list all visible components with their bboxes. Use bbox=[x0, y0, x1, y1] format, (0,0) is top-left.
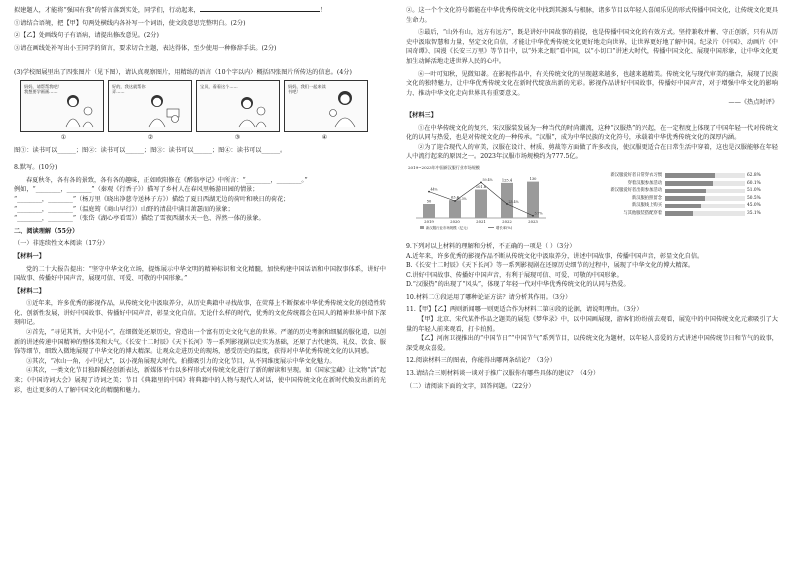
hbar-value: 45.0% bbox=[747, 203, 761, 209]
bar-value-label: 130 bbox=[529, 177, 537, 182]
material-2-title: 【材料二】 bbox=[14, 287, 45, 295]
question-8-line: 春夏秋冬，各有各的景致，各有各的趣味，正如欧阳修在《醉翁亭记》中所言：“________，________。” bbox=[26, 176, 308, 184]
legend-label: 新汉服行业市场规模（亿元） bbox=[426, 225, 471, 230]
material-2-para: ③其次，“冰山一角，小中见大”，以小视角展现大时代。拍摄吸引力的文化节目，从不同维度展示中华文化魅力。 bbox=[26, 357, 336, 365]
hbar-fill bbox=[665, 204, 701, 209]
growth-value-label: 28.3% bbox=[456, 196, 467, 201]
question-10: 10.材料二①段运用了哪种论证方法？请分析其作用。（3分） bbox=[406, 293, 572, 301]
option-a[interactable]: A.近年来，许多优秀的影视作品不断从传统文化中汲取养分，讲述中国故事，传播中国声音，彰显文化自信。 bbox=[406, 252, 704, 260]
panel-numbers: ① ② ③ ④ bbox=[60, 133, 328, 141]
question-iii: ③请在画线处补写出小王同学的留言，要求切合主题，表达得体，至少使用一种修辞手法。(2分) bbox=[14, 44, 277, 52]
material-2-para: ④其次，一类文化节目独辟蹊径创新表达，新媒体平台以多样形式对传统文化进行了新的解读和呈现。如《国家宝藏》让文物“活”起来；《中国诗词大会》展现了诗词之美；节目《典籍里的中国》将典籍中的人物与现代人对话，使中国传统文化在新时代焕发出新的光彩，也让更多的人了解中国文化的精髓和魅力。 bbox=[14, 367, 386, 394]
comic-strip bbox=[20, 80, 368, 132]
question-8-line: “________，________”（杨万里《晓出净慈寺送林子方》）描绘了夏日西湖无边的荷叶和映日的荷花； bbox=[14, 195, 290, 203]
material-2-para: ⑤最后，“山外有山，远方有远方”，既是讲好中国故事的前提，也是传播中国文化的有效方式。坚持兼收并蓄、守正创新，只有从历史中汲取智慧和力量，坚定文化自信，才能让中华优秀传统文化更好地走向世界，让世界更好地了解中国。纪录片《中国》、动画片《中国奇谭》、国漫《长安三万里》等节目中，以“外来之眼”看中国，以“小切口”讲述大时代，传播中国文化、展现中国形象，让中华文化更加生动鲜活地走进世界人民的心中。 bbox=[406, 29, 778, 65]
hbar-row bbox=[564, 210, 774, 218]
option-d[interactable]: D.“汉服热”的出现了“风头”，体现了年轻一代对中华优秀传统文化的认同与热爱。 bbox=[406, 281, 630, 289]
subsection-title: （一）非连续性文本阅读（17分） bbox=[14, 240, 109, 248]
behavior-hbar-chart bbox=[564, 164, 774, 240]
news-jia: 【甲】北京、宋代某件作品之题美的展览《梦华录》中，以中国画展现，游客们纷纷前去观看，展览中的中国传统文化元素吸引了大量的年轻人前来观看，打卡拍照。 bbox=[406, 316, 778, 333]
intro-line: 拟建题人，才能将“强国有我”的誓言落到实处，同学们，行动起来， ！ bbox=[14, 7, 326, 14]
bar bbox=[423, 204, 435, 218]
hbar-fill bbox=[665, 181, 713, 186]
question-8-line: 例如，“________，________”（秦观《行香子》）描写了乡村人在春风里畅游田园的情景； bbox=[14, 186, 259, 194]
bar bbox=[449, 200, 461, 218]
mother-child-icon bbox=[145, 91, 185, 129]
question-11: 11.【甲】【乙】两则新闻哪一则更适合作为材料二第④段的论据，请说明理由。（3分） bbox=[406, 306, 643, 314]
hbar-label: 与其他服装搭配穿着 bbox=[623, 210, 662, 216]
chart-area bbox=[406, 164, 778, 240]
hbar-fill bbox=[665, 211, 693, 216]
mother-child-icon bbox=[233, 91, 273, 129]
x-tick-label: 2023 bbox=[528, 218, 538, 224]
right-column bbox=[406, 6, 778, 391]
section-title: 二、阅读理解（55分） bbox=[14, 227, 79, 235]
comic-panel-2: 好的，我这就帮你弄…… bbox=[108, 80, 192, 132]
material-1-text: 党的二十大报告提出：“坚守中华文化立场，提炼展示中华文明的精神标识和文化精髓，加快构建中国话语和中国叙事体系，讲好中国故事、传播好中国声音，展现可信、可爱、可敬的中国形象。” bbox=[14, 265, 386, 283]
bar-value-label: 101.6 bbox=[475, 184, 487, 189]
fill-answer-line[interactable]: 图①：读书可以______；图②：读书可以______；图③：读书可以______；图④：读书可以______。 bbox=[14, 146, 287, 154]
hbar-fill bbox=[665, 196, 705, 201]
hbar-value: 60.1% bbox=[747, 180, 761, 186]
mother-child-icon bbox=[325, 89, 361, 129]
mother-child-icon bbox=[63, 91, 97, 129]
hbar-track bbox=[665, 189, 745, 194]
growth-value-label: 3.7% bbox=[534, 211, 543, 216]
legend-swatch bbox=[420, 226, 424, 229]
hbar-value: 51.0% bbox=[747, 188, 761, 194]
hbar-track bbox=[665, 173, 745, 178]
question-8-line: “________，________”（温庭筠《商山早行》）山野的清晨中满目萧瑟而的景象； bbox=[14, 205, 234, 213]
news-yi: 【乙】河南卫视推出的“中国节日”“中国节气”系列节目，以传统文化为题材，以年轻人喜爱的方式讲述中国传统节日和节气的故事，深受观众喜爱。 bbox=[406, 335, 778, 352]
material-3-title: 【材料三】 bbox=[406, 111, 437, 119]
chart-title: 2019~2023年中国新汉服行业市场规模 bbox=[408, 164, 480, 170]
question-i: ①请结合语境，把【甲】句两处横线内各补写一个词语，使文段意思完整明白。(2分) bbox=[14, 19, 246, 27]
growth-value-label: 23.4% bbox=[508, 199, 519, 204]
material-3-para: ①在中华传统文化的复兴、宋汉服装发展为一种当代的时尚潮流，这种“汉服热”的兴起，在一定程度上体现了中国年轻一代对传统文化的认同与热爱，也是对传统文化的一种传承。“汉服”，成为中华民族的文化符号，承载着中华优秀传统文化的深厚内涵。 bbox=[406, 124, 778, 142]
hbar-track bbox=[665, 211, 745, 216]
x-tick-label: 2020 bbox=[450, 218, 460, 224]
question-13: 13.请结合三则材料谈一谈对于推广汉服你有哪些具体的建议？（4分） bbox=[406, 370, 600, 378]
x-tick-label: 2022 bbox=[502, 218, 512, 224]
hbar-value: 50.5% bbox=[747, 195, 761, 201]
bar-value-label: 125.4 bbox=[501, 178, 513, 183]
legend-label: 增长率(%) bbox=[496, 225, 513, 230]
growth-value-label: 59.4% bbox=[482, 178, 493, 183]
hbar-fill bbox=[665, 189, 706, 194]
material-3-para: ②为了迎合现代人的审美，汉服在设计、材质、剪裁等方面做了许多改良，使汉服更适合在日常生活中穿着，这也是汉服能够在年轻人中流行起来的原因之一。2023年汉服市场规模约为777.5亿。 bbox=[406, 143, 778, 161]
option-b[interactable]: B.《长安十二时辰》《天下长河》等一系列影视剧在还原历史细节的过程中，展现了中华文化的博大精深。 bbox=[406, 262, 695, 270]
hbar-label: 穿着汉服参加活动 bbox=[627, 180, 662, 186]
bar bbox=[475, 189, 487, 217]
comic-panel-4: 妈妈，我们一起来读书吧！ bbox=[284, 80, 368, 132]
left-column bbox=[14, 6, 386, 395]
question-ii: ②【乙】处画线句子有语病，请提出修改意见。(2分) bbox=[14, 32, 159, 40]
x-tick-label: 2021 bbox=[476, 218, 486, 224]
hbar-value: 62.8% bbox=[747, 172, 761, 178]
hbar-track bbox=[665, 204, 745, 209]
comic-panel-1: 妈妈，请帮帮我吧！我想要学画画…… bbox=[20, 80, 104, 132]
material-2-para: ②首先，“寻见其旨，大中见小”，在细微处还原历史，营造出一个富有历史文化气息的世界。严谨的历史考据和细腻的服化道，以创新的讲述传递中国精神的整体美和大气。《长安十二时辰》《天下长河》等一系列影视剧以史实为基础，还原了古代建筑、礼仪、饮食、服饰等细节，细致入微地展现了中华文化的博大精深。让观众走进历史的现场，感受历史的温度，获得对中华优秀传统文化的认同感。 bbox=[14, 329, 386, 356]
hbar-fill bbox=[665, 173, 715, 178]
question-9: 9.下列对以上材料的理解和分析，不正确的一项是（ ）（3分） bbox=[406, 242, 576, 250]
x-tick-label: 2019 bbox=[424, 218, 434, 224]
hbar-label: 新汉服拍照留念 bbox=[631, 195, 662, 201]
subsection-title: （二）请阅读下面的文字，回答问题。（22分） bbox=[406, 382, 535, 390]
option-c[interactable]: C.讲好中国故事、传播好中国声音，有利于展现可信、可爱、可敬的中国形象。 bbox=[406, 271, 623, 279]
material-2-para: ①近年来，许多优秀的影视作品，从传统文化中汲取养分，从历史典籍中寻找故事，在荧幕上不断探索中华优秀传统文化的创造性转化、创新性发展，讲好中国故事、传播好中国声音，彰显文化自信。无论什么样的时代，优秀的文化传统都会在国人的精神世界中留下深刻印记。 bbox=[14, 300, 386, 327]
source-attribution: ——《热点时评》 bbox=[728, 99, 778, 107]
hbar-track bbox=[665, 181, 745, 186]
market-size-bar-chart bbox=[406, 164, 556, 232]
comic-panel-3: 宝贝，看看这个…… bbox=[196, 80, 280, 132]
material-2-para: ⑥一叶可知秋，见微知著。在影视作品中，有关传统文化的呈现越来越多，也越来越精美。传统文化与现代审美的融合，展现了民族文化的独特魅力，让中华优秀传统文化在新时代绽放出新的光彩。影视作品讲好中国故事，传播好中国声音，对于增强中华文化的影响力、推动中华文化走向世界具有重要意义。 bbox=[406, 70, 778, 97]
hbar-label: 新汉服爱好者日常穿衣习惯 bbox=[610, 172, 662, 178]
hbar-track bbox=[665, 196, 745, 201]
question-12: 12.阅读材料三的图表，你能得出哪两条结论？（3分） bbox=[406, 357, 556, 365]
question-7: (3)学校图展里出了四张图片（见下图），请认真观察图片，用精练的语言（10个字以内）概括四张图片所传达的信息。(4分) bbox=[14, 69, 352, 77]
material-2-para: ②。这一个个文化符号都能在中华优秀传统文化中找到其源头与根脉，诸多节目以年轻人喜闻乐见的形式传播中国文化，让传统文化更具生命力。 bbox=[406, 7, 778, 24]
growth-value-label: 44% bbox=[430, 187, 438, 192]
hbar-label: 新汉服线上购买 bbox=[631, 203, 662, 209]
hbar-value: 35.1% bbox=[747, 210, 761, 216]
bar-value-label: 63.6 bbox=[450, 195, 460, 200]
question-8-line: “________，________”（张岱《湖心亭看雪》）描绘了雪夜西湖水天一色、浑然一体的景象。 bbox=[14, 215, 265, 223]
question-8-title: 8.默写。(10分) bbox=[14, 164, 58, 172]
bar-value-label: 50 bbox=[426, 199, 432, 204]
answer-blank[interactable] bbox=[200, 11, 320, 12]
hbar-label: 新汉服爱好者出街参加活动 bbox=[610, 188, 662, 194]
material-1-title: 【材料一】 bbox=[14, 252, 45, 260]
